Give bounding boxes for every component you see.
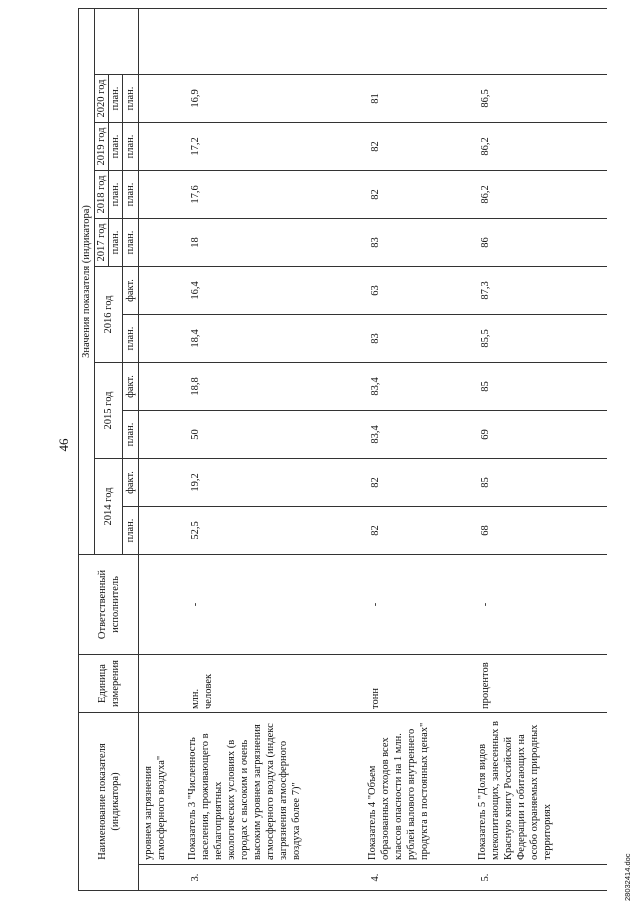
header-year-2020: 2020 год	[95, 74, 109, 122]
value-cell: 81	[363, 74, 473, 122]
footer-file-code: 28032414.doc	[623, 853, 632, 901]
value-cell: 16,9	[183, 74, 363, 122]
value-cell	[183, 8, 363, 74]
value-cell: 85	[473, 362, 607, 410]
table-row	[139, 8, 183, 890]
header-name: Наименование показателя (индикатора)	[79, 712, 139, 890]
value-cell: 83,4	[363, 410, 473, 458]
header-empty	[95, 8, 139, 74]
value-cell	[139, 266, 183, 314]
value-cell	[473, 8, 607, 74]
table-row	[473, 8, 607, 890]
value-cell	[139, 122, 183, 170]
value-cell: 85,5	[473, 314, 607, 362]
unit-cell: тонн	[363, 654, 473, 712]
value-cell: 82	[363, 122, 473, 170]
value-cell: 18	[183, 218, 363, 266]
indicator-name: Показатель 5 "Доля видов млекопитающих, занесенных в Красную книгу Российской Федерации и обитающих на особо охраняемых природных территориях	[473, 712, 607, 864]
header-plan: план.	[123, 218, 139, 266]
value-cell	[139, 506, 183, 554]
value-cell	[363, 8, 473, 74]
responsible-cell: -	[363, 554, 473, 654]
header-year-2019: 2019 год	[95, 122, 109, 170]
row-number	[139, 865, 183, 891]
value-cell: 85	[473, 458, 607, 506]
value-cell: 87,3	[473, 266, 607, 314]
header-responsible: Ответственный исполнитель	[79, 554, 139, 654]
page-number: 46	[56, 438, 71, 452]
responsible-cell: -	[473, 554, 607, 654]
value-cell	[139, 410, 183, 458]
value-cell: 16,4	[183, 266, 363, 314]
value-cell: 86	[473, 218, 607, 266]
value-cell: 86,5	[473, 74, 607, 122]
unit-cell	[139, 654, 183, 712]
value-cell: 68	[473, 506, 607, 554]
table-row	[363, 8, 473, 890]
row-number: 3.	[183, 865, 363, 891]
value-cell	[139, 362, 183, 410]
value-cell: 69	[473, 410, 607, 458]
indicator-name: уровнем загрязнения атмосферного воздуха"	[139, 712, 183, 864]
value-cell: 63	[363, 266, 473, 314]
indicator-name: Показатель 4 "Объем образованных отходов всех классов опасности на 1 млн. рублей валового внутреннего продукта в постоянных ценах"	[363, 712, 473, 864]
value-cell: 82	[363, 170, 473, 218]
responsible-cell	[139, 554, 183, 654]
header-plan: план.	[123, 410, 139, 458]
value-cell: 82	[363, 506, 473, 554]
unit-cell: процентов	[473, 654, 607, 712]
header-plan: план.	[123, 314, 139, 362]
header-values-group: Значения показателя (индикатора)	[79, 8, 95, 554]
value-cell	[139, 314, 183, 362]
responsible-cell: -	[183, 554, 363, 654]
header-year-2014: 2014 год	[95, 458, 123, 554]
value-cell	[139, 74, 183, 122]
value-cell: 83	[363, 218, 473, 266]
value-cell: 86,2	[473, 122, 607, 170]
indicator-name: Показатель 3 "Численность населения, проживающего в неблагоприятных экологических условиях (в городах с высоким и очень высоким уровнем загрязнения атмосферного воздуха (индекс загрязнения атмосферного воздуха более 7)"	[183, 712, 363, 864]
unit-cell: млн. человек	[183, 654, 363, 712]
header-year-2015: 2015 год	[95, 362, 123, 458]
header-plan: план.	[109, 122, 123, 170]
value-cell: 86,2	[473, 170, 607, 218]
header-plan: план.	[109, 218, 123, 266]
value-cell: 18,4	[183, 314, 363, 362]
header-year-2016: 2016 год	[95, 266, 123, 362]
value-cell: 50	[183, 410, 363, 458]
value-cell	[139, 458, 183, 506]
value-cell	[139, 8, 183, 74]
header-fact: факт.	[123, 362, 139, 410]
table-row	[183, 8, 363, 890]
value-cell: 82	[363, 458, 473, 506]
value-cell	[139, 218, 183, 266]
value-cell	[139, 170, 183, 218]
header-plan: план.	[123, 122, 139, 170]
value-cell: 52,5	[183, 506, 363, 554]
header-plan: план.	[123, 506, 139, 554]
header-year-2017: 2017 год	[95, 218, 109, 266]
header-plan: план.	[123, 170, 139, 218]
value-cell: 83	[363, 314, 473, 362]
header-unit: Единица измерения	[79, 654, 139, 712]
header-fact: факт.	[123, 458, 139, 506]
value-cell: 83,4	[363, 362, 473, 410]
header-plan: план.	[123, 74, 139, 122]
value-cell: 17,2	[183, 122, 363, 170]
header-plan: план.	[109, 170, 123, 218]
header-plan: план.	[109, 74, 123, 122]
row-number: 5.	[473, 865, 607, 891]
indicator-table	[78, 8, 607, 891]
header-year-2018: 2018 год	[95, 170, 109, 218]
header-fact: факт.	[123, 266, 139, 314]
value-cell: 17,6	[183, 170, 363, 218]
row-number: 4.	[363, 865, 473, 891]
value-cell: 18,8	[183, 362, 363, 410]
value-cell: 19,2	[183, 458, 363, 506]
